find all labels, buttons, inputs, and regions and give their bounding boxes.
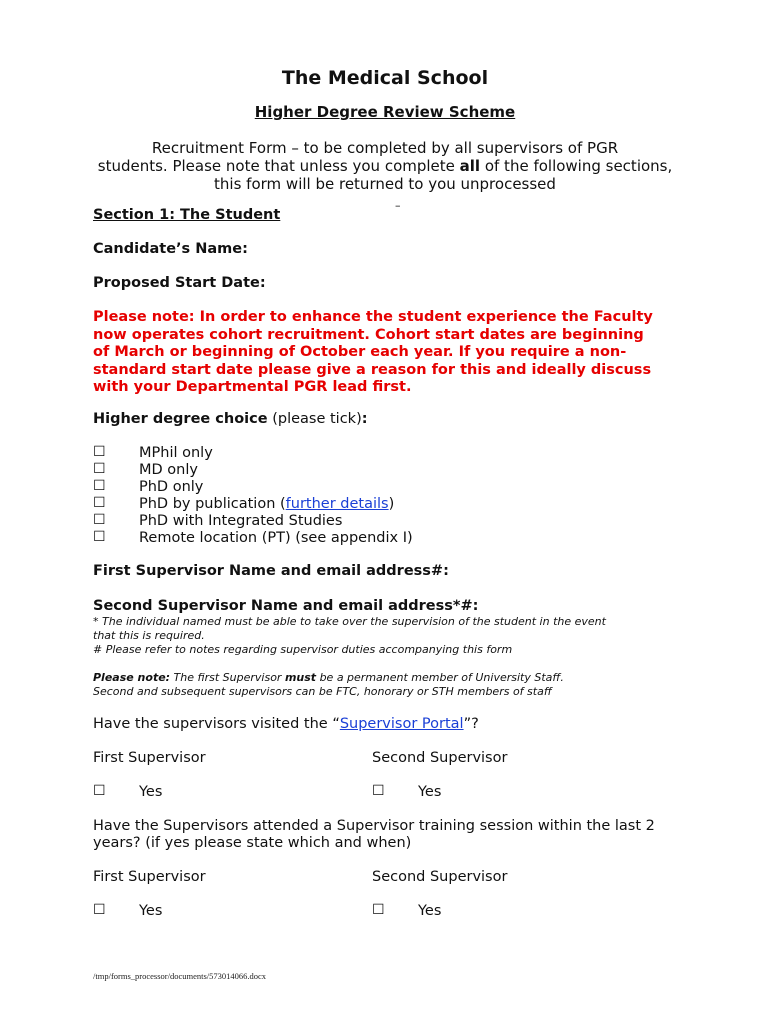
portal-first-supervisor-label: First Supervisor: [93, 750, 206, 766]
checkbox-md[interactable]: ☐: [93, 461, 106, 477]
page-title: The Medical School: [281, 67, 489, 89]
degree-choice-label: [93, 411, 368, 427]
option-phd-publication-post: ): [388, 496, 395, 512]
checkbox-training-second-yes[interactable]: ☐: [372, 902, 385, 918]
checkbox-phd-publication[interactable]: ☐: [93, 495, 106, 511]
staff-note-line-1: [93, 671, 564, 685]
portal-question: [93, 716, 479, 732]
degree-choice-label-bold: Higher degree choice: [93, 411, 268, 427]
degree-choice-label-hint: (please tick): [267, 411, 362, 427]
option-remote-label: Remote location (PT) (see appendix I): [139, 530, 413, 546]
staff-note-line-2: Second and subsequent supervisors can be FTC, honorary or STH members of staff: [93, 685, 552, 698]
start-date-label: Proposed Start Date:: [93, 275, 266, 291]
footnote-star-continued: that this is required.: [93, 629, 205, 642]
option-phd-integrated-label: PhD with Integrated Studies: [139, 513, 343, 529]
staff-note-bold-1: Please note:: [93, 671, 171, 684]
training-first-yes-label: Yes: [139, 903, 163, 919]
cohort-note-line: Please note: In order to enhance the student experience the Faculty: [93, 309, 653, 325]
cohort-note-line: of March or beginning of October each year. If you require a non-: [93, 344, 627, 360]
further-details-link[interactable]: further details: [285, 496, 389, 512]
candidate-name-label: Candidate’s Name:: [93, 241, 248, 257]
portal-first-yes-label: Yes: [139, 784, 163, 800]
training-second-supervisor-label: Second Supervisor: [372, 869, 508, 885]
cohort-note: [93, 309, 653, 397]
intro-line-1: Recruitment Form – to be completed by all supervisors of PGR: [151, 139, 619, 157]
portal-second-supervisor-label: Second Supervisor: [372, 750, 508, 766]
training-question-line-1: Have the Supervisors attended a Supervisor training session within the last 2: [93, 818, 655, 834]
checkbox-phd[interactable]: ☐: [93, 478, 106, 494]
staff-note-mid-2: be a permanent member of University Staff.: [316, 671, 564, 684]
checkbox-training-first-yes[interactable]: ☐: [93, 902, 106, 918]
footnote-hash: # Please refer to notes regarding supervisor duties accompanying this form: [93, 643, 513, 656]
intro-line-2-post: of the following sections,: [480, 157, 673, 175]
intro-line-3: this form will be returned to you unprocessed: [214, 175, 556, 193]
staff-note: [93, 671, 564, 699]
page-subtitle: Higher Degree Review Scheme: [254, 103, 516, 121]
cohort-note-line: with your Departmental PGR lead first.: [93, 379, 412, 395]
option-phd-label: PhD only: [139, 479, 204, 495]
checkbox-portal-first-yes[interactable]: ☐: [93, 783, 106, 799]
intro-paragraph: [0, 139, 770, 193]
checkbox-mphil[interactable]: ☐: [93, 444, 106, 460]
intro-line-2-pre: students. Please note that unless you complete: [97, 157, 460, 175]
staff-note-mid-1: The first Supervisor: [170, 671, 285, 684]
checkbox-portal-second-yes[interactable]: ☐: [372, 783, 385, 799]
training-question-line-2: years? (if yes please state which and when): [93, 835, 412, 851]
portal-second-yes-label: Yes: [418, 784, 442, 800]
checkbox-phd-integrated[interactable]: ☐: [93, 512, 106, 528]
portal-question-pre: Have the supervisors visited the “: [93, 716, 340, 732]
training-question: [93, 818, 655, 852]
option-phd-publication-label: [139, 496, 394, 512]
supervisor-portal-link[interactable]: Supervisor Portal: [339, 716, 464, 732]
option-md-label: MD only: [139, 462, 198, 478]
staff-note-bold-2: must: [284, 671, 317, 684]
option-mphil-label: MPhil only: [139, 445, 213, 461]
second-supervisor-label: Second Supervisor Name and email address*#:: [93, 598, 479, 614]
degree-choice-label-colon: :: [361, 411, 368, 427]
portal-question-post: ”?: [463, 716, 479, 732]
footnote-star: * The individual named must be able to take over the supervision of the student in the event: [93, 615, 606, 628]
first-supervisor-label: First Supervisor Name and email address#:: [93, 563, 449, 579]
cohort-note-line: standard start date please give a reason for this and ideally discuss: [93, 361, 652, 378]
intro-line-2: [0, 157, 770, 175]
option-phd-publication-pre: PhD by publication (: [139, 496, 286, 512]
intro-dash: –: [395, 199, 401, 212]
footer-file-path: /tmp/forms_processor/documents/573014066.docx: [93, 971, 267, 981]
checkbox-remote[interactable]: ☐: [93, 529, 106, 545]
training-first-supervisor-label: First Supervisor: [93, 869, 206, 885]
intro-line-2-bold: all: [459, 157, 481, 175]
supervisor-footnotes: [93, 615, 606, 657]
training-second-yes-label: Yes: [418, 903, 442, 919]
cohort-note-line: now operates cohort recruitment. Cohort start dates are beginning: [93, 326, 644, 343]
section-1-heading: Section 1: The Student: [93, 207, 281, 223]
